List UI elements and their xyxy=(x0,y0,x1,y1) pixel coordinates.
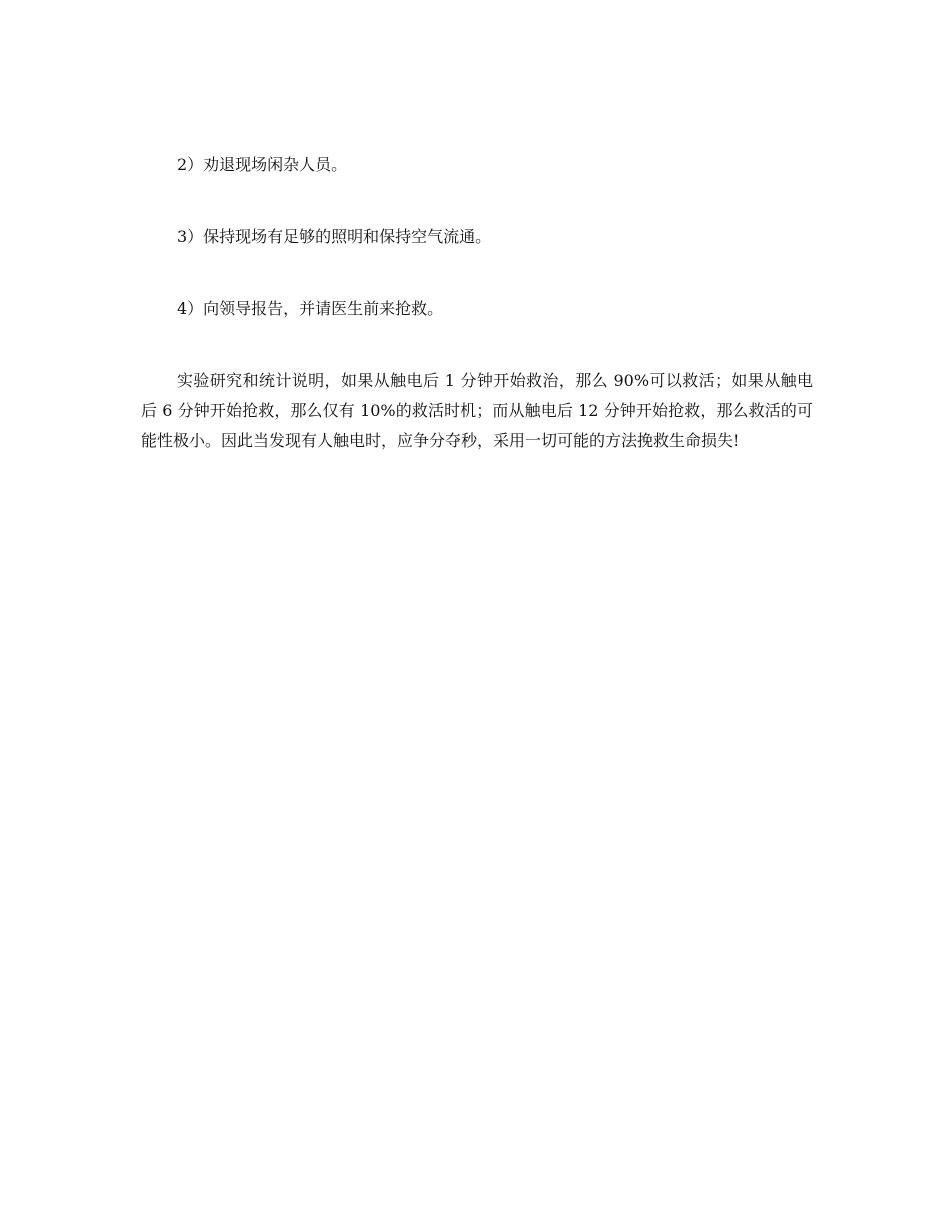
list-item: 2）劝退现场闲杂人员。 xyxy=(177,155,348,174)
list-item: 3）保持现场有足够的照明和保持空气流通。 xyxy=(177,227,492,246)
list-item: 4）向领导报告，并请医生前来抢救。 xyxy=(177,299,444,318)
document-body xyxy=(141,152,813,456)
body-paragraph: 实验研究和统计说明，如果从触电后 1 分钟开始救治，那么 90%可以救活；如果从触电后 6 分钟开始抢救，那么仅有 10%的救活时机；而从触电后 12 分钟开始抢救，那么救活的可能性极小。因此当发现有人触电时，应争分夺秒，采用一切可能的方法挽救生命损失! xyxy=(141,371,813,450)
